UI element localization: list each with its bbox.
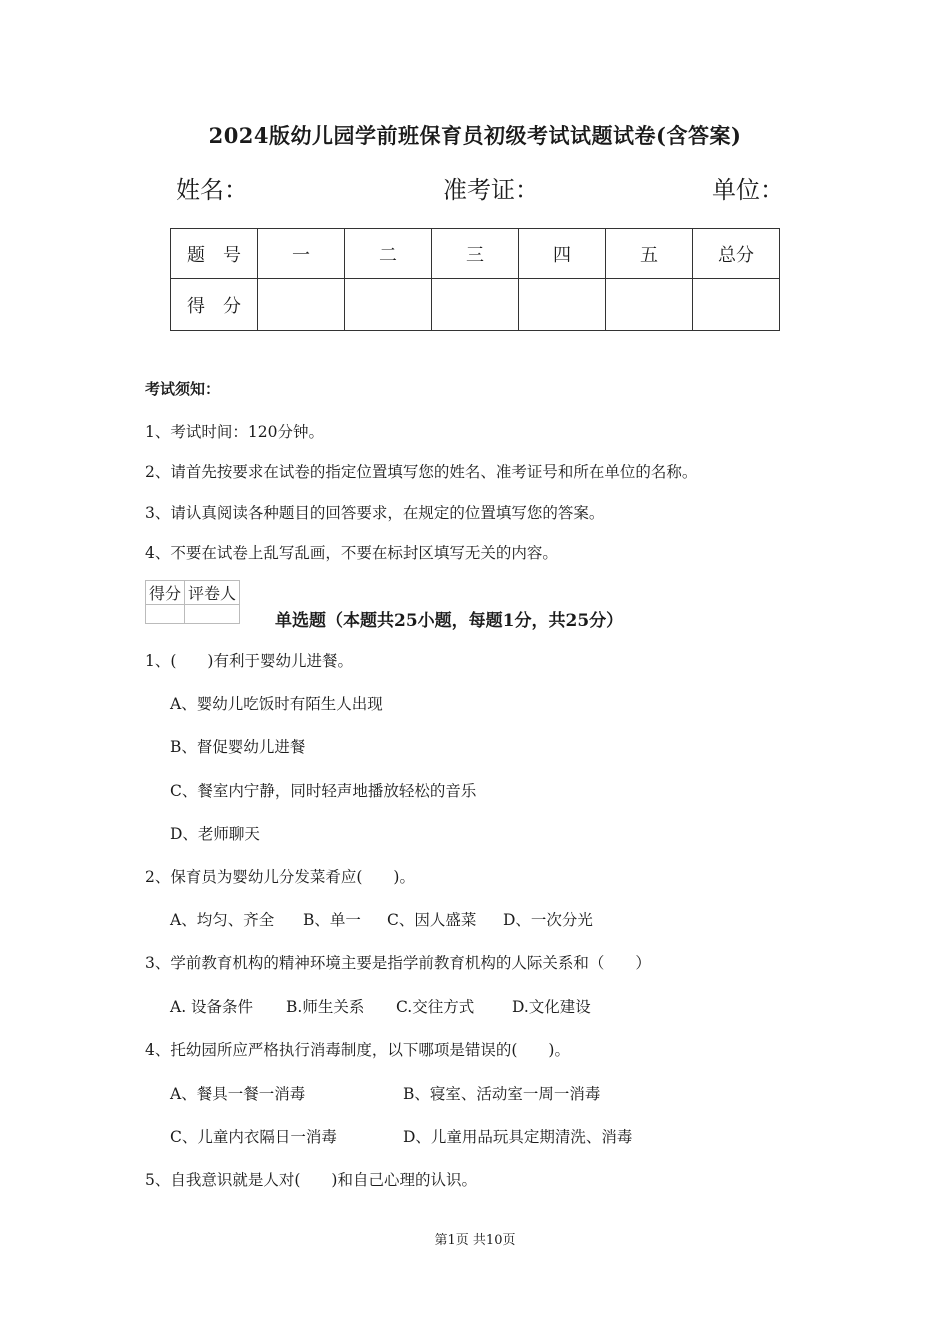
- notice-item: 1、考试时间：120分钟。: [145, 423, 324, 441]
- option: D、儿童用品玩具定期清洗、消毒: [403, 1128, 633, 1146]
- score-entry-cell[interactable]: [606, 279, 693, 331]
- option: D、老师聊天: [170, 825, 260, 843]
- notice-heading: 考试须知：: [145, 380, 221, 398]
- page-title: 2024版幼儿园学前班保育员初级考试试题试卷(含答案): [208, 123, 742, 148]
- section-title: 单选题（本题共25小题，每题1分，共25分）: [275, 611, 624, 631]
- score-table-cell: 总分: [693, 229, 780, 279]
- score-table: [170, 228, 780, 331]
- score-table-cell: 四: [519, 229, 606, 279]
- unit-label: 单位：: [712, 176, 784, 204]
- option: B、单一: [303, 911, 361, 929]
- option: D、一次分光: [503, 911, 593, 929]
- grader-score-label: 得分: [146, 581, 185, 605]
- grader-name-label: 评卷人: [185, 581, 240, 605]
- option: C、因人盛菜: [387, 911, 477, 929]
- score-table-cell: 五: [606, 229, 693, 279]
- score-table-cell: 一: [258, 229, 345, 279]
- question-stem: 4、托幼园所应严格执行消毒制度，以下哪项是错误的( )。: [145, 1041, 570, 1059]
- page-footer: 第1页 共10页: [434, 1233, 516, 1248]
- option: B、寝室、活动室一周一消毒: [403, 1085, 601, 1103]
- option: C、餐室内宁静，同时轻声地播放轻松的音乐: [170, 782, 477, 800]
- grader-name-field[interactable]: [185, 605, 240, 624]
- score-table-cell: 三: [432, 229, 519, 279]
- score-entry-cell[interactable]: [345, 279, 432, 331]
- score-entry-cell[interactable]: [693, 279, 780, 331]
- name-label: 姓名：: [176, 176, 248, 204]
- option: A、餐具一餐一消毒: [170, 1085, 306, 1103]
- notice-item: 4、不要在试卷上乱写乱画，不要在标封区填写无关的内容。: [145, 544, 558, 562]
- question-stem: 5、自我意识就是人对( )和自己心理的认识。: [145, 1171, 477, 1189]
- notice-item: 3、请认真阅读各种题目的回答要求，在规定的位置填写您的答案。: [145, 504, 605, 522]
- option: C、儿童内衣隔日一消毒: [170, 1128, 337, 1146]
- question-stem: 2、保育员为婴幼儿分发菜肴应( )。: [145, 868, 415, 886]
- option: D.文化建设: [512, 998, 591, 1016]
- score-table-header-row: [171, 229, 780, 279]
- question-stem: 3、学前教育机构的精神环境主要是指学前教育机构的人际关系和（ ）: [145, 954, 651, 972]
- option: C.交往方式: [396, 998, 475, 1016]
- grader-box: [145, 580, 240, 624]
- option: A、婴幼儿吃饭时有陌生人出现: [170, 695, 383, 713]
- option: B、督促婴幼儿进餐: [170, 738, 306, 756]
- score-entry-cell[interactable]: [258, 279, 345, 331]
- score-entry-cell[interactable]: [519, 279, 606, 331]
- option: A. 设备条件: [170, 998, 254, 1016]
- exam-id-label: 准考证：: [443, 176, 539, 204]
- option: B.师生关系: [286, 998, 365, 1016]
- score-table-cell: 二: [345, 229, 432, 279]
- score-table-score-row: [171, 279, 780, 331]
- grader-score-field[interactable]: [146, 605, 185, 624]
- notice-item: 2、请首先按要求在试卷的指定位置填写您的姓名、准考证号和所在单位的名称。: [145, 463, 698, 481]
- score-table-cell: 得 分: [171, 279, 258, 331]
- score-table-cell: 题 号: [171, 229, 258, 279]
- question-stem: 1、( )有利于婴幼儿进餐。: [145, 652, 353, 670]
- option: A、均匀、齐全: [170, 911, 275, 929]
- score-entry-cell[interactable]: [432, 279, 519, 331]
